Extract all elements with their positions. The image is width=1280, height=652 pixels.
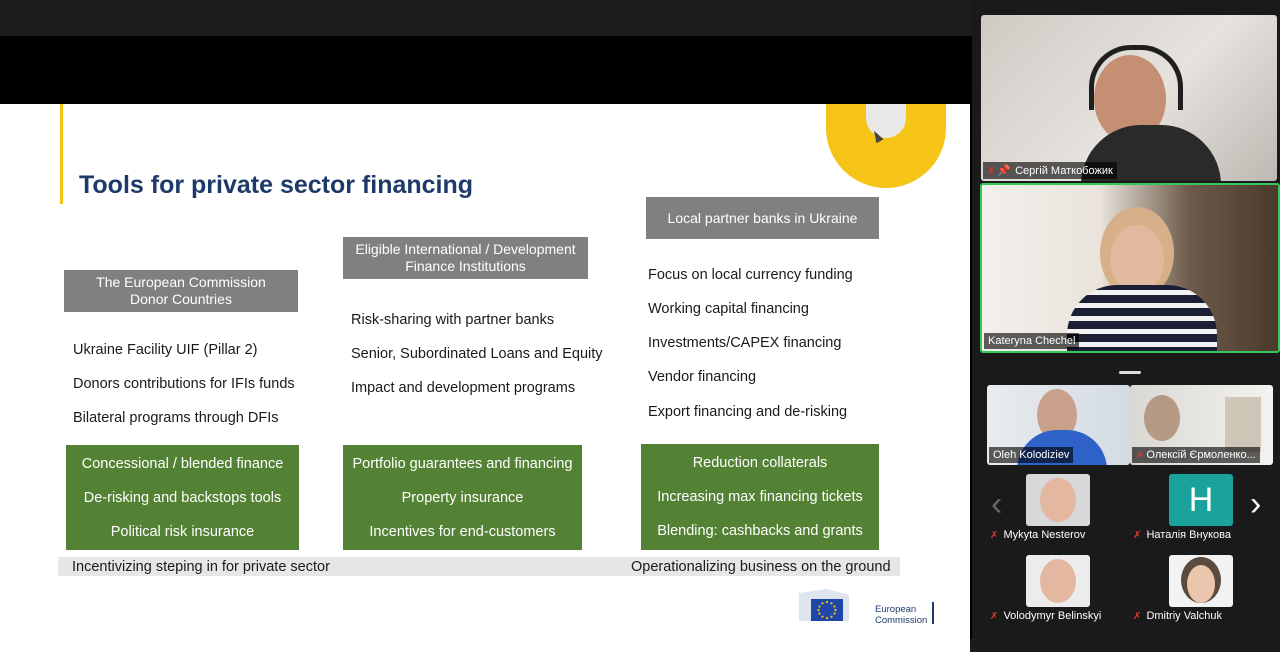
participant-face: [1144, 395, 1180, 441]
name-tag: [984, 333, 1079, 349]
headphones-icon: [1089, 45, 1183, 110]
chevron-right-icon[interactable]: ›: [1250, 485, 1262, 523]
mic-off-icon: ✗: [987, 166, 996, 177]
col3-item: Focus on local currency funding: [648, 267, 853, 283]
col1-header: The European Commission Donor Countries: [64, 270, 298, 312]
green-item: Incentives for end-customers: [369, 524, 556, 540]
col2-item: Impact and development programs: [351, 380, 576, 396]
green-item: Reduction collaterals: [692, 455, 828, 471]
shared-screen: [0, 36, 972, 639]
clock-tower: [1225, 397, 1261, 452]
participant-name: Kateryna Chechel: [988, 335, 1076, 347]
top-bar: [0, 0, 972, 36]
mic-off-icon: ✗: [990, 611, 999, 622]
green-item: Increasing max financing tickets: [657, 489, 863, 505]
participant-name: Oleh Kolodiziev: [993, 449, 1070, 461]
participant-name: Олексій Єрмоленко...: [1146, 449, 1256, 461]
green-item: Property insurance: [401, 490, 524, 506]
green-item: Blending: cashbacks and grants: [657, 523, 863, 539]
name-tag: [983, 162, 1117, 179]
avatar-photo: [1026, 474, 1090, 526]
mic-off-icon: ✗: [990, 530, 999, 541]
participant-face: [1040, 478, 1076, 522]
participant-name: ✗ Volodymyr Belinskyi: [990, 610, 1102, 622]
mic-off-icon: ✗: [1136, 450, 1145, 461]
green-item: De-risking and backstops tools: [83, 490, 282, 506]
col2-item: Risk-sharing with partner banks: [351, 312, 555, 328]
presentation-slide: [0, 104, 970, 652]
ec-logo-text: European Commission: [875, 604, 928, 626]
pin-icon: 📌: [997, 165, 1012, 177]
participant-face: [1110, 225, 1164, 293]
name-tag: [1132, 447, 1260, 463]
band-right-text: Operationalizing business on the ground: [631, 559, 891, 575]
participant-name: ✗ Наталія Внукова: [1133, 529, 1231, 541]
title-accent-line: [60, 104, 63, 204]
participant-body: [1067, 285, 1217, 353]
green-item: Concessional / blended finance: [81, 456, 284, 472]
col3-header: Local partner banks in Ukraine: [646, 197, 879, 239]
mic-off-icon: ✗: [1133, 611, 1142, 622]
avatar-photo: [1169, 555, 1233, 607]
video-tile-2[interactable]: [980, 183, 1280, 353]
video-tile-1[interactable]: [981, 15, 1277, 181]
video-tile-4[interactable]: [1130, 385, 1273, 465]
col2-green-box: [343, 445, 582, 550]
video-tile-3[interactable]: [987, 385, 1130, 465]
col3-green-box: [641, 444, 879, 550]
col2-item: Senior, Subordinated Loans and Equity: [351, 346, 603, 362]
participant-name: Сергій Маткобожик: [1015, 165, 1113, 177]
participant-name: ✗ Mykyta Nesterov: [990, 529, 1086, 541]
col1-green-box: [66, 445, 299, 550]
mic-off-icon: ✗: [1133, 530, 1142, 541]
col3-item: Export financing and de-risking: [648, 404, 848, 420]
avatar-letter: H: [1169, 474, 1233, 526]
green-item: Portfolio guarantees and financing: [352, 456, 573, 472]
chevron-left-icon[interactable]: ‹: [991, 485, 1003, 523]
avatar-photo: [1026, 555, 1090, 607]
col3-item: Vendor financing: [648, 369, 757, 385]
col3-item: Investments/CAPEX financing: [648, 335, 842, 351]
name-tag: [989, 447, 1073, 463]
col1-item: Bilateral programs through DFIs: [73, 410, 279, 426]
slide-title: Tools for private sector financing: [79, 171, 474, 199]
col1-item: Donors contributions for IFIs funds: [73, 376, 295, 392]
participant-face: [1187, 565, 1215, 603]
col1-item: Ukraine Facility UIF (Pillar 2): [73, 342, 258, 358]
col2-header: Eligible International / Development Finance Institutions: [343, 237, 588, 279]
band-left-text: Incentivizing steping in for private sector: [72, 559, 330, 575]
participant-name: ✗ Dmitriy Valchuk: [1133, 610, 1223, 622]
green-item: Political risk insurance: [110, 524, 255, 540]
panel-drag-handle[interactable]: [1119, 371, 1141, 374]
col3-item: Working capital financing: [648, 301, 809, 317]
participant-face: [1040, 559, 1076, 603]
logo-divider: [932, 602, 934, 624]
